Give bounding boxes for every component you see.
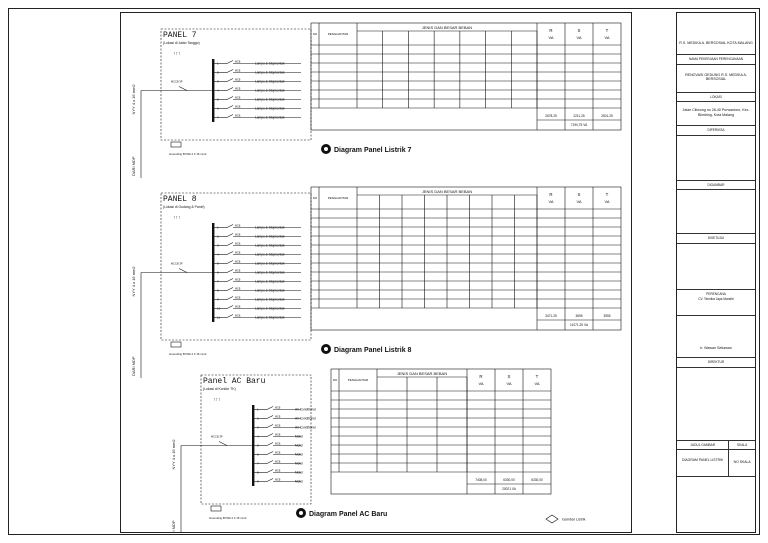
table-header-no: NO: [312, 196, 318, 200]
mcb-label: MCB: [235, 278, 241, 282]
mcb-label: MCB: [275, 451, 281, 455]
load-label: Lampu & Stopkontak: [255, 252, 285, 257]
client-name: R.S. MEDIKA A. BERSOSIAL KOTA MALANG: [677, 13, 755, 55]
grounding-label: Grounding BYMA 4 X 16 mm2: [169, 352, 207, 356]
table-header-jenis: JENIS DAN BESAR BEBAN: [421, 25, 473, 30]
breaker-symbol: [227, 288, 233, 291]
total-sum: 20021 VA: [502, 487, 516, 491]
table-header-va: VA: [576, 199, 582, 204]
load-label: Motor: [295, 443, 304, 448]
load-table: [331, 369, 551, 494]
table-header-no: NO: [332, 378, 338, 382]
grounding-symbol: [171, 142, 181, 147]
checked-label: DIPERIKSA: [677, 126, 755, 136]
table-header-penghantar: PENGHANTAR: [347, 378, 369, 382]
work-label: NAMA PEKERJAAN PERENCANAAN: [677, 55, 755, 65]
sheet-title: DIAGRAM PANEL LISTRIK: [677, 450, 729, 476]
load-label: Lampu & Stopkontak: [255, 106, 285, 111]
location-label: LOKASI: [677, 93, 755, 103]
table-header-t: T: [605, 192, 609, 197]
panel-enclosure: [201, 375, 311, 504]
mcb-label: MCB: [275, 478, 281, 482]
main-breaker-label: MCCB 3P: [171, 262, 183, 266]
breaker-symbol: [267, 407, 273, 410]
mcb-label: MCB: [235, 296, 241, 300]
incoming-label: DARI MDP: [171, 520, 176, 532]
panel-subtitle: (Lokasi di Jalan Tanggo): [163, 41, 200, 45]
mcb-label: MCB: [235, 69, 241, 73]
approved-space: [677, 244, 755, 290]
table-header-s: S: [507, 374, 511, 379]
table-header-va: VA: [506, 381, 512, 386]
sheet-title-row: [677, 450, 755, 477]
panel-title: Panel AC Baru: [203, 377, 266, 386]
breaker-symbol: [227, 270, 233, 273]
panel-subtitle: (Lokasi di Koridor TK): [203, 387, 236, 391]
sheet-title-label: JUDUL GAMBAR: [677, 441, 729, 449]
breaker-symbol: [227, 70, 233, 73]
total-t: 3955: [603, 314, 611, 318]
mcb-label: MCB: [235, 114, 241, 118]
load-label: Lampu & Stopkontak: [255, 261, 285, 266]
table-header-s: S: [577, 28, 581, 33]
scale-label: SKALA: [737, 442, 748, 447]
section-marker-dot: [324, 347, 328, 351]
breaker-symbol: [227, 315, 233, 318]
breaker-symbol: [267, 452, 273, 455]
mcb-label: MCB: [275, 415, 281, 419]
footer-label: Gambar Listrik: [562, 517, 586, 522]
load-label: Lampu & Stopkontak: [255, 306, 285, 311]
breaker-symbol: [227, 297, 233, 300]
table-header-r: R: [549, 28, 553, 33]
total-r: 7408,00: [475, 478, 487, 482]
breaker-symbol: [227, 79, 233, 82]
section-marker-dot: [324, 147, 328, 151]
title-block: [676, 12, 756, 533]
diagram-title: Diagram Panel Listrik 8: [334, 347, 412, 354]
breaker-symbol: [267, 425, 273, 428]
mcb-label: MCB: [235, 105, 241, 109]
total-r: 3471,25: [545, 314, 557, 318]
total-sum: 7190,75 VA: [570, 123, 588, 127]
total-s: 3695: [575, 314, 583, 318]
drawn-space: [677, 190, 755, 234]
total-sum: 11071,25 VA: [570, 323, 588, 327]
load-label: Motor: [295, 452, 304, 457]
load-label: Lampu & Stopkontak: [255, 234, 285, 239]
table-header-va: VA: [576, 35, 582, 40]
table-header-penghantar: PENGHANTAR: [327, 196, 349, 200]
project-name: RENOVASI GEDUNG R.S. MEDIKA A. BERSOSIAL: [677, 65, 755, 93]
main-breaker-symbol: [179, 269, 187, 273]
load-label: Lampu & Stopkontak: [255, 79, 285, 84]
load-label: Motor: [295, 470, 304, 475]
circuit-number: 10: [217, 306, 221, 311]
load-label: Lampu & Stopkontak: [255, 225, 285, 230]
table-header-penghantar: PENGHANTAR: [327, 32, 349, 36]
total-t: 6330,00: [531, 478, 543, 482]
mcb-label: MCB: [235, 60, 241, 64]
mcb-label: MCB: [275, 433, 281, 437]
cable-label: NYY 4 x 16 mm2: [131, 266, 136, 297]
mcb-label: MCB: [235, 78, 241, 82]
mcb-label: MCB: [235, 305, 241, 309]
load-label: Air Conditioner: [295, 425, 317, 430]
load-label: Motor: [295, 434, 304, 439]
mcb-label: MCB: [235, 260, 241, 264]
total-t: 2601,25: [601, 114, 613, 118]
breaker-symbol: [227, 97, 233, 100]
incoming-label: DARI MDP: [131, 356, 136, 376]
table-header-t: T: [535, 374, 539, 379]
diagram-title: Diagram Panel AC Baru: [309, 511, 388, 518]
main-breaker-symbol: [179, 87, 187, 91]
approved-label: DISETUJUI: [677, 234, 755, 244]
diagram-title: Diagram Panel Listrik 7: [334, 147, 412, 154]
table-header-jenis: JENIS DAN BESAR BEBAN: [421, 189, 473, 194]
arrow-icon: ↑↑↑: [213, 397, 221, 403]
breaker-symbol: [227, 61, 233, 64]
mcb-label: MCB: [235, 287, 241, 291]
drawing-area: [120, 12, 632, 533]
panel-title: PANEL 8: [163, 195, 197, 204]
load-table: [311, 187, 621, 330]
circuit-number: 11: [217, 315, 221, 320]
load-label: Lampu & Stopkontak: [255, 279, 285, 284]
breaker-symbol: [267, 434, 273, 437]
table-header-va: VA: [534, 381, 540, 386]
cable-label: NYY 4 x 16 mm2: [131, 84, 136, 115]
breaker-symbol: [267, 461, 273, 464]
load-label: Lampu & Stopkontak: [255, 243, 285, 248]
breaker-symbol: [227, 261, 233, 264]
load-label: Air Conditioner: [295, 416, 317, 421]
load-label: Lampu & Stopkontak: [255, 297, 285, 302]
table-header-s: S: [577, 192, 581, 197]
table-header-va: VA: [548, 199, 554, 204]
checked-space: [677, 136, 755, 180]
grounding-symbol: [211, 506, 221, 511]
table-header-jenis: JENIS DAN BESAR BEBAN: [396, 371, 448, 376]
mcb-label: MCB: [235, 96, 241, 100]
arrow-icon: ↑↑↑: [173, 51, 181, 57]
breaker-symbol: [227, 252, 233, 255]
load-label: Lampu & Stopkontak: [255, 61, 285, 66]
breaker-symbol: [267, 416, 273, 419]
footer-logo-icon: [546, 515, 558, 523]
load-label: Lampu & Stopkontak: [255, 97, 285, 102]
planner-firm: CV. Teknika Jaya Mandiri: [698, 296, 734, 301]
mcb-label: MCB: [275, 442, 281, 446]
mcb-label: MCB: [235, 233, 241, 237]
mcb-label: MCB: [235, 242, 241, 246]
drawn-label: DIGAMBAR: [677, 180, 755, 191]
breaker-symbol: [227, 225, 233, 228]
load-label: Lampu & Stopkontak: [255, 88, 285, 93]
breaker-symbol: [227, 115, 233, 118]
breaker-symbol: [227, 243, 233, 246]
breaker-symbol: [267, 470, 273, 473]
main-breaker-label: MCCB 3P: [211, 435, 223, 439]
load-label: Lampu & Stopkontak: [255, 70, 285, 75]
total-s: 2211,25: [573, 114, 585, 118]
breaker-symbol: [227, 106, 233, 109]
breaker-symbol: [267, 479, 273, 482]
table-header-va: VA: [478, 381, 484, 386]
load-label: Lampu & Stopkontak: [255, 270, 285, 275]
grounding-symbol: [171, 342, 181, 347]
breaker-symbol: [227, 88, 233, 91]
section-marker-dot: [299, 511, 303, 515]
director-role: DIREKTUR: [677, 358, 755, 368]
breaker-symbol: [227, 306, 233, 309]
panel-enclosure: [161, 29, 311, 140]
planner-block: [677, 290, 755, 316]
breaker-symbol: [227, 279, 233, 282]
breaker-symbol: [267, 443, 273, 446]
grounding-label: Grounding BYMA 4 X 16 mm2: [169, 152, 207, 156]
total-r: 2678,25: [545, 114, 557, 118]
table-header-r: R: [479, 374, 483, 379]
total-s: 6330,00: [503, 478, 515, 482]
director-name: Ir. Wawan Setiawan: [677, 316, 755, 358]
panel-subtitle: (Lokasi di Gudang & Panel): [163, 205, 205, 209]
panel-enclosure: [161, 193, 311, 340]
breaker-symbol: [227, 234, 233, 237]
panel-diagrams: [121, 13, 631, 532]
table-header-no: NO: [312, 32, 318, 36]
location-text: Jalan Ciliwung no 28-40 Purwantoro, Kec. Blimbing, Kota Malang: [677, 102, 755, 126]
mcb-label: MCB: [235, 269, 241, 273]
mcb-label: MCB: [275, 469, 281, 473]
grounding-label: Grounding BYMA 4 X 16 mm2: [209, 516, 247, 520]
mcb-label: MCB: [235, 87, 241, 91]
sheet-title-header: [677, 440, 755, 450]
load-label: Motor: [295, 479, 304, 484]
load-label: Air Conditioner: [295, 407, 317, 412]
table-header-va: VA: [604, 35, 610, 40]
load-label: Lampu & Stopkontak: [255, 288, 285, 293]
load-label: Motor: [295, 461, 304, 466]
load-label: Lampu & Stopkontak: [255, 315, 285, 320]
load-label: Lampu & Stopkontak: [255, 115, 285, 120]
main-breaker-label: MCCB 3P: [171, 80, 183, 84]
cable-label: NYY 4 x 16 mm2: [171, 439, 176, 470]
panel-title: PANEL 7: [163, 31, 197, 40]
table-header-va: VA: [548, 35, 554, 40]
mcb-label: MCB: [235, 251, 241, 255]
scale-value: NO SKALA: [733, 459, 751, 464]
incoming-label: DARI MDP: [131, 156, 136, 176]
blank-space: [677, 368, 755, 440]
table-header-t: T: [605, 28, 609, 33]
mcb-label: MCB: [275, 460, 281, 464]
mcb-label: MCB: [235, 314, 241, 318]
planner-label: PERENCANA: [706, 291, 726, 296]
mcb-label: MCB: [235, 224, 241, 228]
arrow-icon: ↑↑↑: [173, 215, 181, 221]
mcb-label: MCB: [275, 406, 281, 410]
mcb-label: MCB: [275, 424, 281, 428]
table-header-r: R: [549, 192, 553, 197]
main-breaker-symbol: [219, 442, 227, 446]
table-header-va: VA: [604, 199, 610, 204]
